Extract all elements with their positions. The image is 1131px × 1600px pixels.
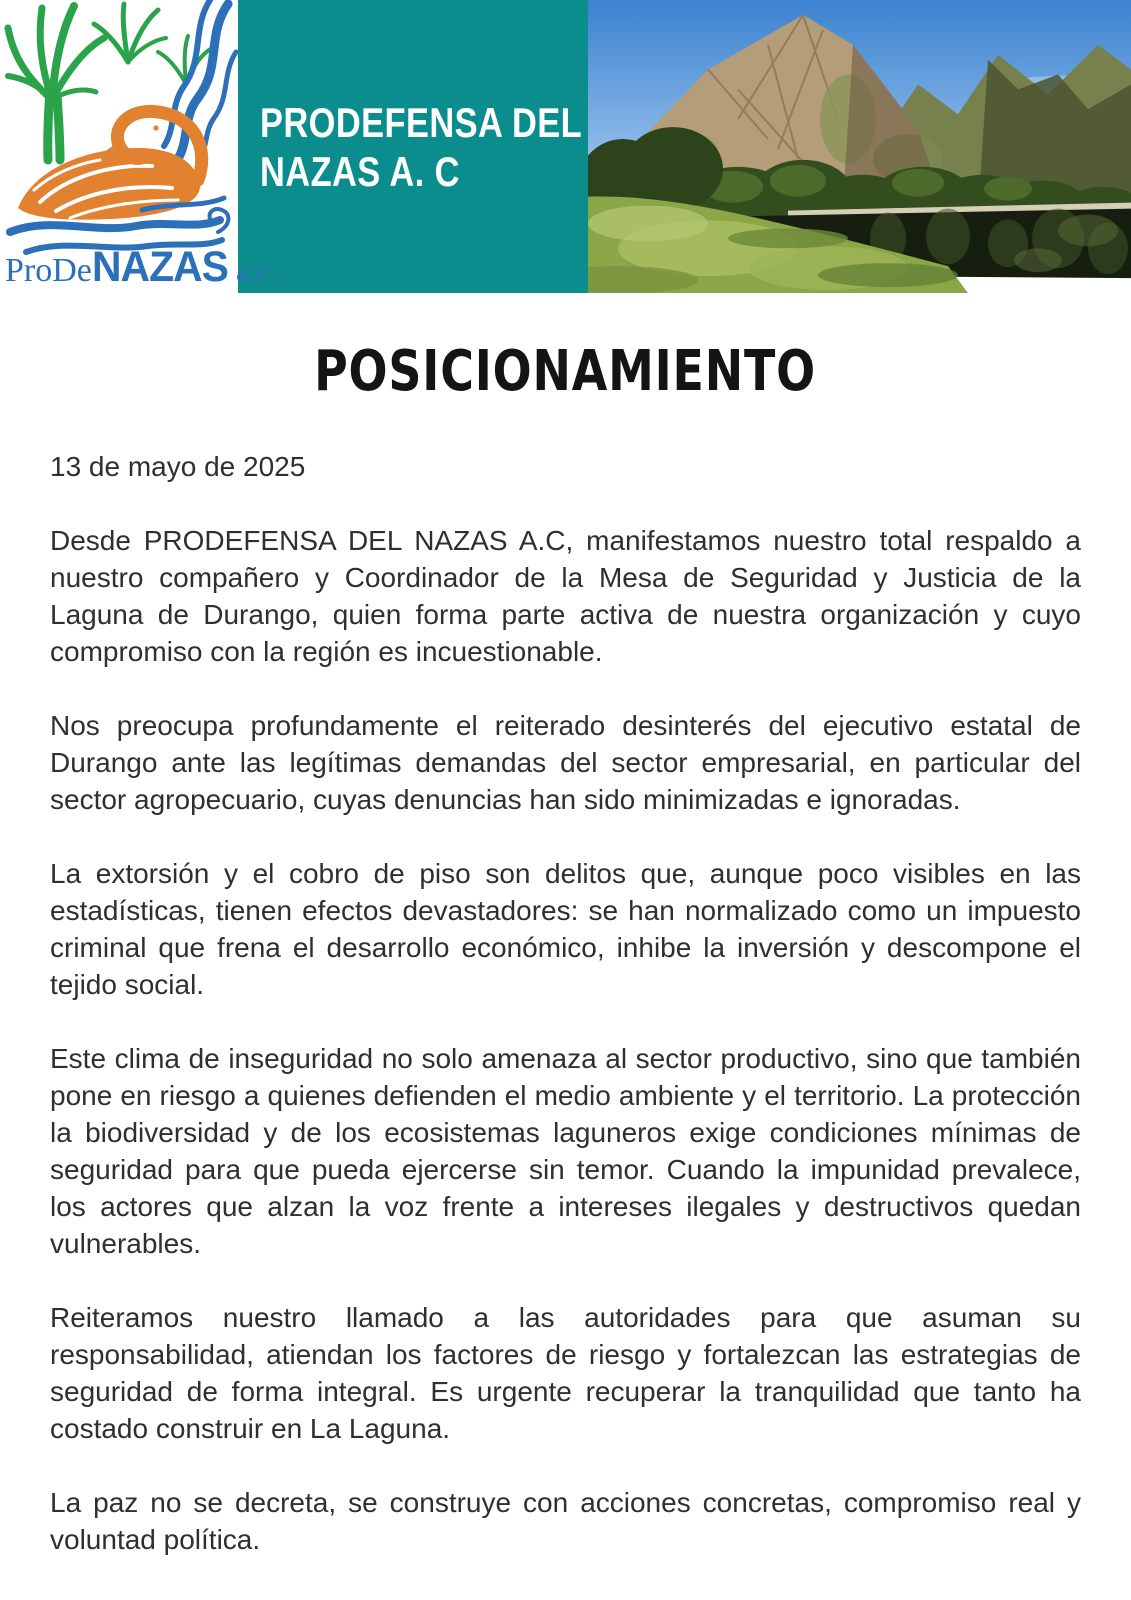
page-title	[50, 339, 1081, 404]
org-banner	[238, 0, 588, 293]
body-paragraph: Este clima de inseguridad no solo amenaza al sector productivo, sino que también pone en riesgo a quienes defienden el medio ambiente y el territorio. La protección la biodiversidad y de los ecosistemas laguneros exige condiciones mínimas de seguridad para que pueda ejercerse sin temor. Cuando la impunidad prevalece, los actores que alzan la voz frente a intereses ilegales y destructivos quedan vulnerables.	[50, 1043, 1081, 1259]
document-body	[0, 339, 1131, 1558]
river-landscape-photo-icon	[588, 0, 1131, 293]
body-paragraph: Nos preocupa profundamente el reiterado desinterés del ejecutivo estatal de Durango ante las legítimas demandas del sector empresarial, en particular del sector agropecuario, cuyas denuncias han sido minimizadas e ignoradas.	[50, 710, 1081, 815]
logo-text-nazas: NAZAS	[91, 243, 228, 291]
logo-text-prode: ProDe	[5, 252, 92, 289]
document-date: 13 de mayo de 2025	[50, 451, 306, 482]
body-paragraph: Desde PRODEFENSA DEL NAZAS A.C, manifestamos nuestro total respaldo a nuestro compañero y Coordinador de la Mesa de Seguridad y Justicia de la Laguna de Durango, quien forma parte activa de nuestra organización y cuyo compromiso con la región es incuestionable.	[50, 525, 1081, 667]
body-paragraph: La paz no se decreta, se construye con acciones concretas, compromiso real y voluntad política.	[50, 1487, 1081, 1555]
logo-wordmark	[5, 243, 278, 291]
page-title-text: POSICIONAMIENTO	[314, 339, 817, 404]
body-paragraph: Reiteramos nuestro llamado a las autoridades para que asuman su responsabilidad, atiendan los factores de riesgo y fortalezcan las estrategias de seguridad de forma integral. Es urgente recuperar la tranquilidad que tanto ha costado construir en La Laguna.	[50, 1302, 1081, 1444]
banner-line-2: NAZAS A. C	[260, 148, 460, 195]
banner-line-1: PRODEFENSA DEL	[260, 99, 583, 146]
logo-box	[0, 0, 278, 293]
prodenazas-logo-icon	[0, 0, 238, 260]
header-photo	[588, 0, 1131, 293]
header	[0, 0, 1131, 293]
body-paragraph: La extorsión y el cobro de piso son delitos que, aunque poco visibles en las estadísticas, tienen efectos devastadores: se han normalizado como un impuesto criminal que frena el desarrollo económico, inhibe la inversión y descompone el tejido social.	[50, 858, 1081, 1000]
logo-text-ac: a.c.	[236, 255, 278, 288]
